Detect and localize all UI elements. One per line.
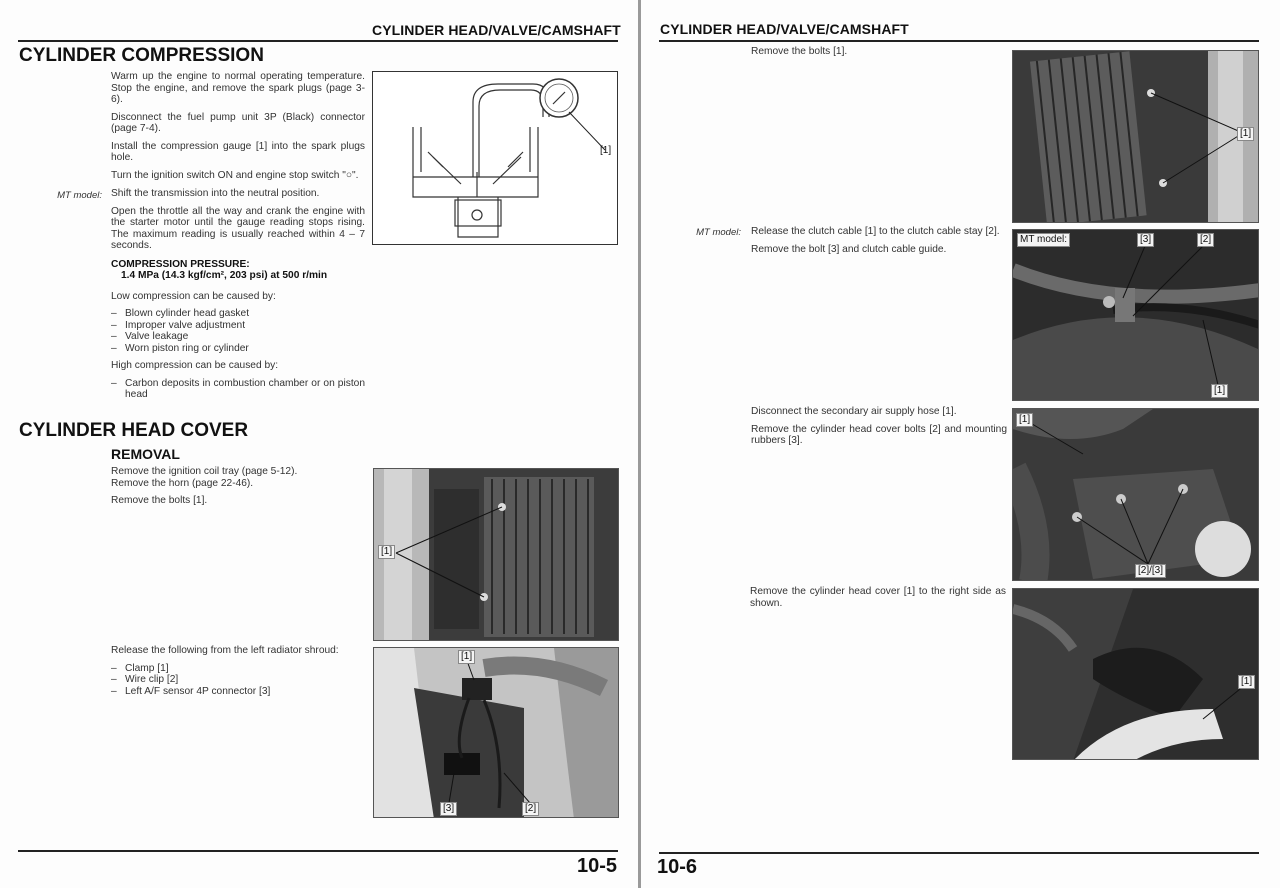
cover-image	[1013, 409, 1259, 581]
callout-label: [1]	[1211, 384, 1228, 398]
spec-value: 1.4 MPa (14.3 kgf/cm², 203 psi) at 500 r/min	[121, 270, 328, 281]
radiator-image	[374, 469, 619, 641]
callout-label: MT model:	[1017, 233, 1070, 247]
callout-label: [1]	[600, 145, 612, 156]
page-number: 10-6	[657, 856, 698, 878]
side-note-mt-model: MT model:	[696, 227, 741, 238]
header-rule	[659, 40, 1259, 42]
cover-removal-image	[1013, 589, 1259, 760]
paragraph: Remove the bolts [1].	[751, 46, 848, 57]
paragraph: Disconnect the secondary air supply hose [1].	[751, 406, 957, 417]
callout-label: [1]	[1237, 127, 1254, 141]
paragraph: Shift the transmission into the neutral position.	[111, 188, 320, 199]
radiator-bolts-photo	[373, 468, 619, 641]
paragraph: Turn the ignition switch ON and engine stop switch "○".	[111, 169, 359, 181]
high-causes-list	[111, 378, 365, 401]
paragraph: Remove the cylinder head cover bolts [2] and mounting rubbers [3].	[751, 423, 1007, 446]
paragraph: Remove the cylinder head cover [1] to the right side as shown.	[750, 586, 1006, 609]
side-note-mt-model: MT model:	[57, 190, 102, 201]
paragraph: Release the clutch cable [1] to the clutch cable stay [2].	[751, 226, 1000, 237]
radiator-shroud-photo	[373, 647, 619, 818]
shroud-items-list	[111, 663, 365, 698]
footer-rule	[659, 852, 1259, 854]
radiator-image	[1013, 51, 1259, 223]
paragraph: Remove the ignition coil tray (page 5-12).	[111, 466, 298, 477]
section-title-compression: CYLINDER COMPRESSION	[19, 45, 264, 66]
list-item: – Left A/F sensor 4P connector [3]	[111, 685, 271, 697]
right-page	[641, 0, 1280, 888]
shroud-image	[374, 648, 619, 818]
paragraph: Open the throttle all the way and crank the engine with the starter motor until the gauge reading stops rising. The maximum reading is usually reached within 4 – 7 seconds.	[111, 205, 365, 251]
callout-label: [3]	[1137, 233, 1154, 247]
cover-removal-photo	[1012, 588, 1259, 760]
engine-cross-section-illustration	[373, 72, 617, 244]
page-header: CYLINDER HEAD/VALVE/CAMSHAFT	[372, 22, 621, 38]
low-causes-list	[111, 308, 365, 354]
footer-rule	[18, 850, 618, 852]
paragraph: Low compression can be caused by:	[111, 290, 276, 302]
paragraph: Install the compression gauge [1] into the spark plugs hole.	[111, 140, 365, 163]
shroud-text	[111, 645, 365, 697]
callout-label: [1]	[1238, 675, 1255, 689]
list-item: – Valve leakage	[111, 331, 189, 342]
list-item: – Clamp [1]	[111, 662, 169, 674]
paragraph: Remove the horn (page 22-46).	[111, 477, 254, 489]
cover-bolts-text	[751, 406, 1007, 447]
left-page	[0, 0, 638, 888]
paragraph: Remove the bolt [3] and clutch cable guide.	[751, 243, 947, 255]
paragraph: Remove the bolts [1].	[111, 495, 208, 506]
radiator-right-bolts-photo	[1012, 50, 1259, 223]
compression-gauge-diagram	[372, 71, 618, 245]
removal-text	[111, 466, 365, 507]
callout-label: [3]	[440, 802, 457, 816]
clutch-cable-photo	[1012, 229, 1259, 401]
page-number: 10-5	[577, 855, 618, 877]
list-item: – Improper valve adjustment	[111, 319, 246, 331]
callout-label: [2]/[3]	[1135, 564, 1166, 578]
paragraph: Disconnect the fuel pump unit 3P (Black) connector (page 7-4).	[111, 111, 365, 134]
callout-label: [2]	[522, 802, 539, 816]
list-item: – Wire clip [2]	[111, 674, 179, 685]
callout-label: [1]	[458, 650, 475, 664]
list-item: – Blown cylinder head gasket	[111, 308, 250, 319]
callout-label: [1]	[1016, 413, 1033, 427]
section-title-head-cover: CYLINDER HEAD COVER	[19, 420, 249, 441]
page-header: CYLINDER HEAD/VALVE/CAMSHAFT	[660, 21, 909, 37]
clutch-image	[1013, 230, 1259, 401]
cover-bolts-photo	[1012, 408, 1259, 581]
callout-label: [2]	[1197, 233, 1214, 247]
paragraph: Release the following from the left radiator shroud:	[111, 645, 339, 656]
subsection-title-removal: REMOVAL	[111, 446, 180, 462]
list-item: – Worn piston ring or cylinder	[111, 342, 249, 354]
spec-label: COMPRESSION PRESSURE:	[111, 258, 250, 270]
paragraph: Warm up the engine to normal operating temperature. Stop the engine, and remove the spark plugs (page 3-6).	[111, 71, 365, 105]
paragraph: High compression can be caused by:	[111, 360, 279, 371]
list-item: – Carbon deposits in combustion chamber or on piston head	[111, 377, 365, 400]
header-rule	[18, 40, 618, 42]
cover-removal-text	[750, 586, 1006, 609]
compression-text	[111, 71, 365, 401]
clutch-text	[751, 226, 1007, 255]
callout-label: [1]	[378, 545, 395, 559]
